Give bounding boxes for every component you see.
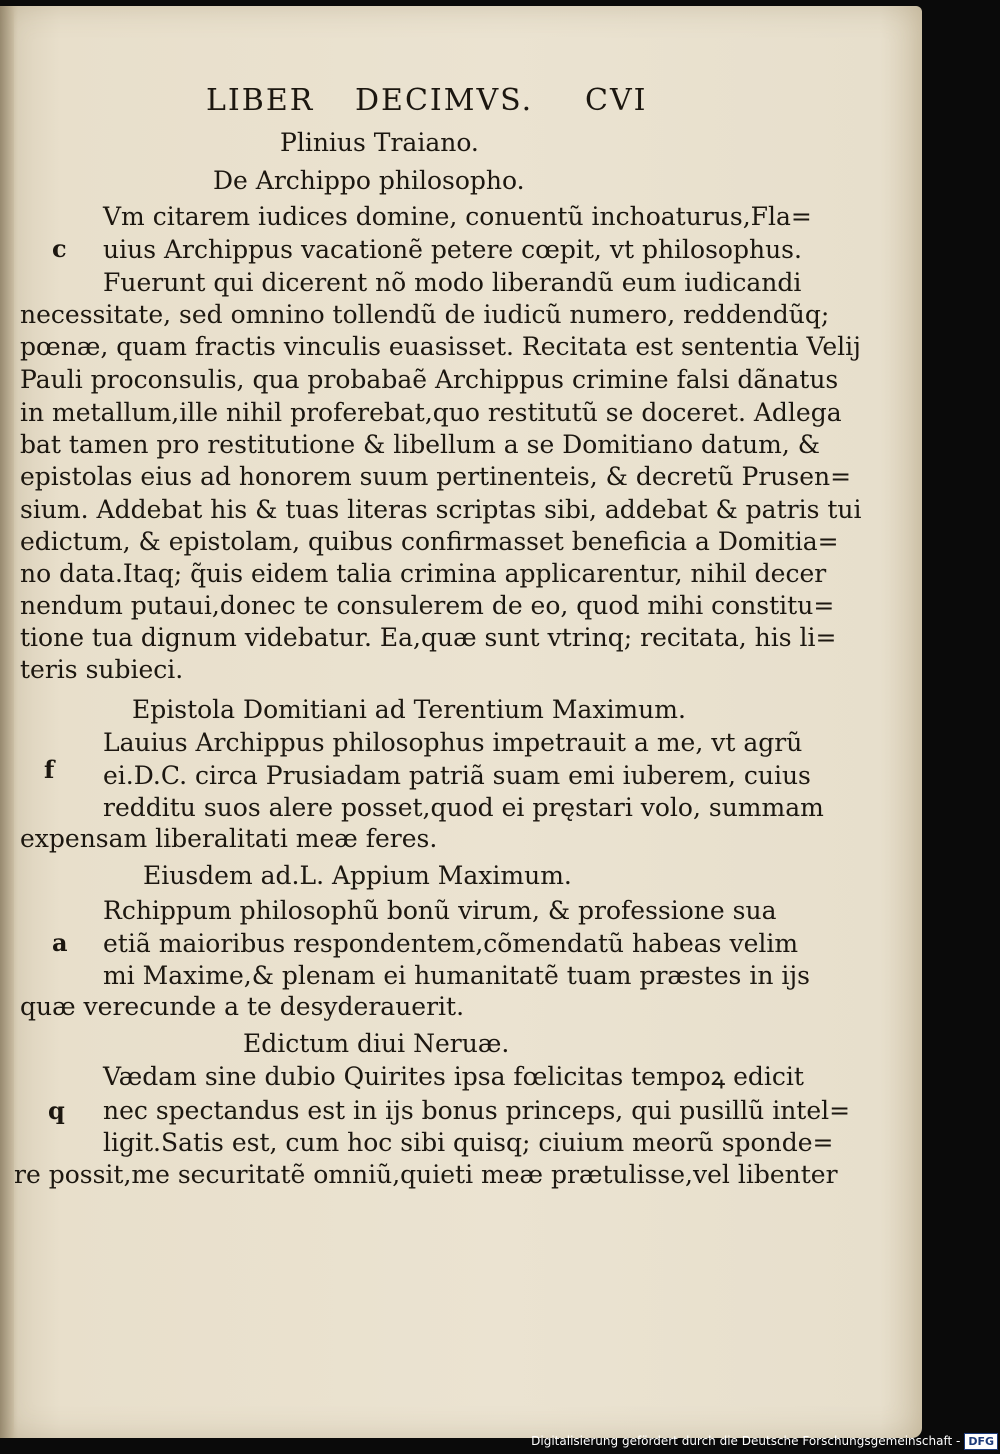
text-line: expensam liberalitati meæ feres. — [20, 824, 438, 853]
folio-number: CVI — [585, 83, 648, 118]
text-line: teris subieci. — [20, 655, 184, 684]
text-line: Vædam sine dubio Quirites ipsa fœlicitas tempoꝝ edicit — [103, 1062, 804, 1091]
text-line: necessitate, sed omnino tollendũ de iudicũ numero, reddendũq; — [20, 300, 830, 329]
running-head-center: DECIMVS. — [355, 83, 534, 118]
text-line: Fuerunt qui dicerent nõ modo liberandũ eum iudicandi — [103, 268, 802, 297]
digitization-credit — [531, 1430, 998, 1452]
letter-subheading: De Archippo philosopho. — [213, 166, 525, 195]
text-line: ligit.Satis est, cum hoc sibi quisq; ciuium meorũ sponde= — [103, 1128, 834, 1157]
letter-heading: Edictum diui Neruæ. — [243, 1029, 510, 1058]
text-line: ei.D.C. circa Prusiadam patriã suam emi iuberem, cuius — [103, 761, 811, 790]
initial-guide-letter: c — [52, 234, 67, 263]
text-line: quæ verecunde a te desyderauerit. — [20, 992, 465, 1021]
text-line: redditu suos alere posset,quod ei pręstari volo, summam — [103, 793, 824, 822]
text-line: mi Maxime,& plenam ei humanitatẽ tuam præstes in ijs — [103, 961, 810, 990]
text-line: no data.Itaq; q̃uis eidem talia crimina applicarentur, nihil decer — [20, 559, 827, 588]
text-line: nec spectandus est in ijs bonus princeps, qui pusillũ intel= — [103, 1096, 851, 1125]
credit-text: Digitalisierung gefördert durch die Deutsche Forschungsgemeinschaft - — [531, 1434, 961, 1448]
letter-heading: Eiusdem ad.L. Appium Maximum. — [143, 861, 572, 890]
text-line: Rchippum philosophũ bonũ virum, & professione sua — [103, 896, 777, 925]
text-line: in metallum,ille nihil proferebat,quo restitutũ se doceret. Adlega — [20, 398, 842, 427]
page-spine-shadow — [0, 6, 14, 1438]
text-line: uius Archippus vacationẽ petere cœpit, vt philosophus. — [103, 235, 802, 264]
text-line: edictum, & epistolam, quibus confirmasset beneficia a Domitia= — [20, 527, 839, 556]
text-line: Pauli proconsulis, qua probabaẽ Archippus crimine falsi dãnatus — [20, 365, 839, 394]
text-line: Vm citarem iudices domine, conuentũ inchoaturus,Fla= — [103, 202, 812, 231]
text-line: nendum putaui,donec te consulerem de eo, quod mihi constitu= — [20, 591, 835, 620]
text-line: epistolas eius ad honorem suum pertinenteis, & decretũ Prusen= — [20, 462, 852, 491]
text-line: etiã maioribus respondentem,cõmendatũ habeas velim — [103, 929, 799, 958]
running-head-left: LIBER — [206, 83, 315, 118]
text-line: pœnæ, quam fractis vinculis euasisset. Recitata est sententia Velij — [20, 332, 861, 361]
text-line: Lauius Archippus philosophus impetrauit a me, vt agrũ — [103, 728, 803, 757]
text-line: bat tamen pro restitutione & libellum a se Domitiano datum, & — [20, 430, 820, 459]
dfg-logo: DFG — [964, 1433, 998, 1450]
letter-heading: Epistola Domitiani ad Terentium Maximum. — [132, 695, 686, 724]
text-line: sium. Addebat his & tuas literas scriptas sibi, addebat & patris tui — [20, 495, 862, 524]
text-line: tione tua dignum videbatur. Ea,quæ sunt vtrinq; recitata, his li= — [20, 623, 837, 652]
letter-heading: Plinius Traiano. — [280, 128, 479, 157]
initial-guide-letter: q — [48, 1096, 65, 1125]
book-page — [0, 6, 922, 1438]
initial-guide-letter: a — [52, 928, 68, 957]
initial-guide-letter: f — [44, 755, 55, 784]
text-line: re possit,me securitatẽ omniũ,quieti meæ prætulisse,vel libenter — [14, 1160, 838, 1189]
